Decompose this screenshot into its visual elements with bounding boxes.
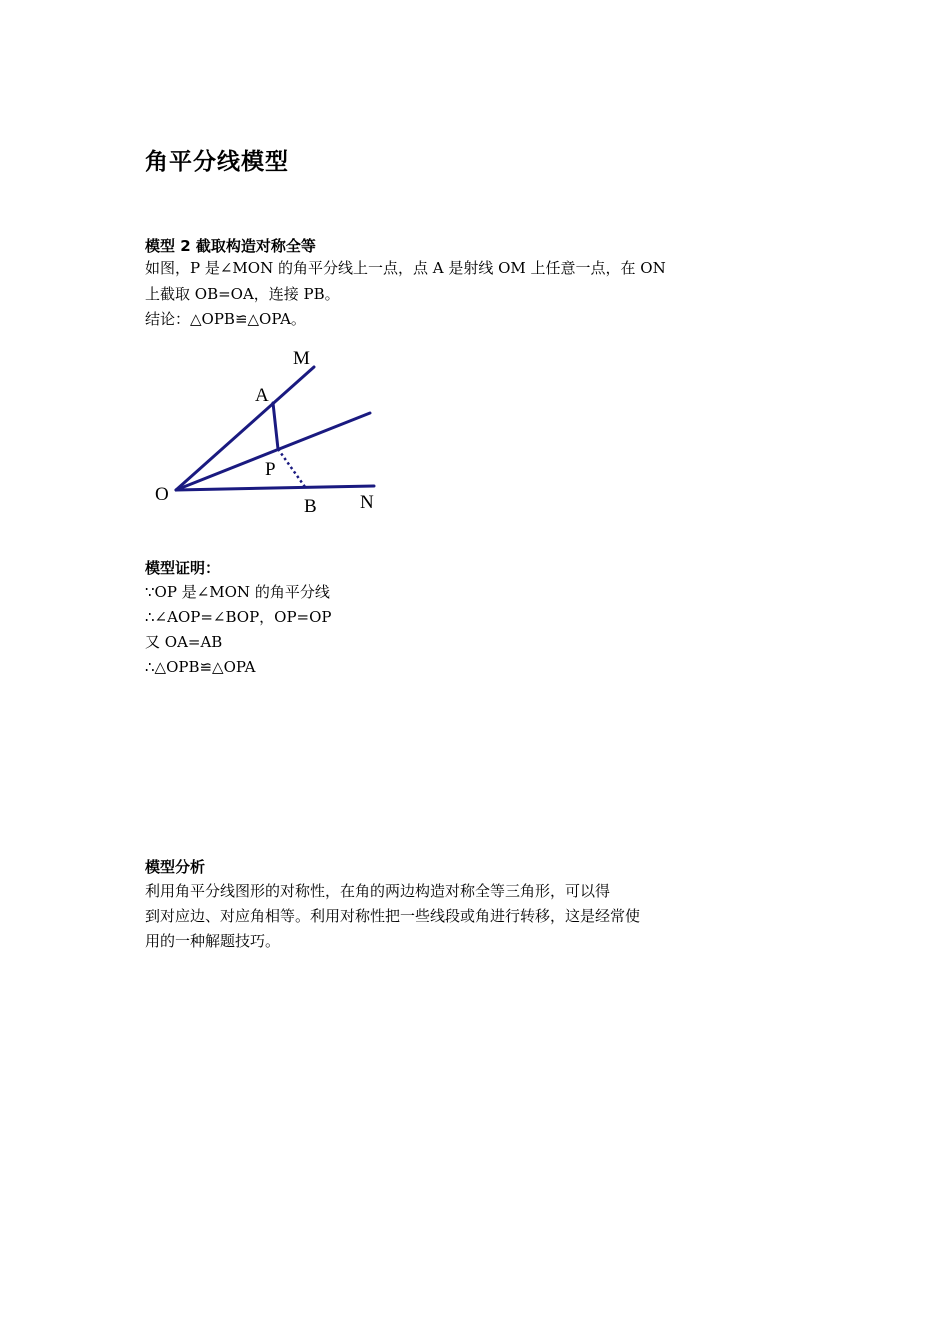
- analysis-line: 到对应边、对应角相等。利用对称性把一些线段或角进行转移，这是经常使: [145, 907, 641, 925]
- ray-on: [176, 486, 374, 490]
- section-heading-model-2: 模型 2 截取构造对称全等: [145, 237, 316, 255]
- label-o: O: [155, 484, 169, 505]
- paragraph-line: 如图，P 是∠MON 的角平分线上一点，点 A 是射线 OM 上任意一点，在 ON: [145, 259, 666, 277]
- ray-om: [176, 367, 314, 490]
- segment-ap: [273, 403, 278, 449]
- analysis-line: 用的一种解题技巧。: [145, 932, 281, 950]
- proof-line: ∴∠AOP=∠BOP，OP=OP: [145, 608, 332, 626]
- label-n: N: [360, 492, 374, 513]
- label-m: M: [293, 348, 310, 369]
- section-heading-proof: 模型证明：: [145, 559, 221, 577]
- dotted-segment-pb: [278, 449, 305, 487]
- conclusion-line: 结论：△OPB≌△OPA。: [145, 310, 306, 328]
- proof-line: ∴△OPB≌△OPA: [145, 658, 256, 676]
- angle-bisector-figure: [145, 340, 385, 520]
- label-p: P: [265, 459, 276, 480]
- page-title: 角平分线模型: [145, 149, 289, 175]
- label-a: A: [255, 385, 269, 406]
- proof-line: ∵OP 是∠MON 的角平分线: [145, 583, 330, 601]
- label-b: B: [304, 496, 317, 517]
- paragraph-line: 上截取 OB=OA，连接 PB。: [145, 285, 340, 303]
- proof-line: 又 OA=AB: [145, 633, 223, 651]
- section-heading-analysis: 模型分析: [145, 858, 206, 876]
- analysis-line: 利用角平分线图形的对称性，在角的两边构造对称全等三角形，可以得: [145, 882, 611, 900]
